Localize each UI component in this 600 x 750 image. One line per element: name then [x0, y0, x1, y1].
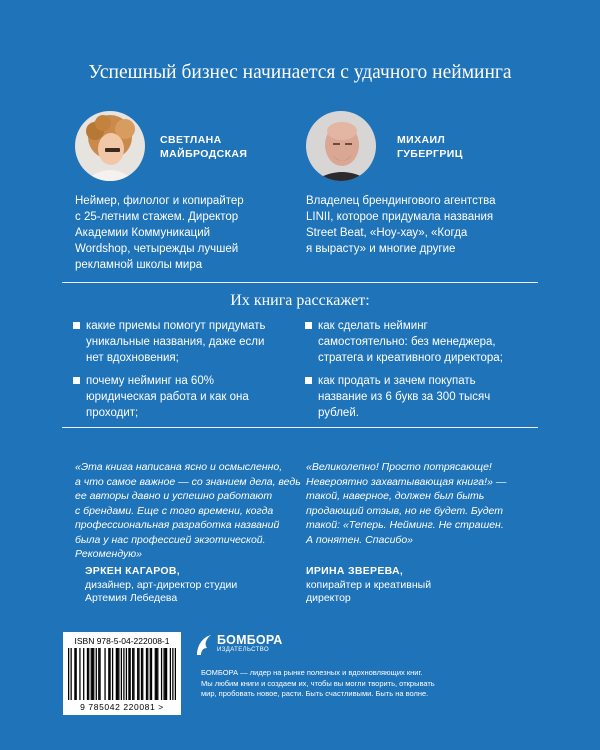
barcode-digits: 9 785042 220081 > [80, 702, 164, 712]
author-photo-svetlana [75, 111, 145, 181]
review-author-role-kagarov: дизайнер, арт-директор студии Артемия Лебедева [85, 579, 238, 604]
bullet-item: как продать и зачем покупать название из 6 букв за 300 тысяч рублей. [318, 373, 490, 421]
review-quote-zvereva: «Великолепно! Просто потрясающе! Невероятно захватывающая книга!» — такой, наверное, должен был быть продающий отзыв, но не будет. Будет такой: «Теперь. Нейминг. Не страшен. А понятен. Спасибо» [306, 461, 507, 546]
review-quote-kagarov: «Эта книга написана ясно и осмысленно, а что самое важное — со знанием дела, ведь ее авторы давно и успешно работают с брендами. Еще с того времени, когда профессиональная разработка названий была у нас профессией экзотической. Рекомендую» [75, 461, 301, 560]
author-bio-svetlana: Неймер, филолог и копирайтер с 25-летним стажем. Директор Академии Коммуникаций Wordshop, четырежды лучшей рекламной школы мира [75, 195, 244, 271]
review-author-zvereva: ИРИНА ЗВЕРЕВА, [306, 565, 404, 577]
bullet-item: какие приемы помогут придумать уникальные названия, даже если нет вдохновения; [86, 318, 266, 366]
review-author-role-zvereva: копирайтер и креативный директор [306, 579, 432, 604]
bullet-square-icon [305, 322, 312, 329]
author-name-mikhail: МИХАИЛ ГУБЕРГРИЦ [397, 134, 463, 160]
bullet-square-icon [73, 377, 80, 384]
divider-middle [62, 427, 538, 428]
review-author-kagarov: ЭРКЕН КАГАРОВ, [85, 565, 180, 577]
section-title: Их книга расскажет: [230, 292, 370, 309]
bullet-item: почему нейминг на 60% юридическая работа и как она проходит; [86, 373, 249, 421]
author-bio-mikhail: Владелец брендингового агентства LINII, которое придумала названия Street Beat, «Ноу-хау», «Когда я вырасту» и многие другие [306, 195, 496, 255]
publisher-description: БОМБОРА — лидер на рынке полезных и вдохновляющих книг. Мы любим книги и создаем их, чтобы вы могли творить, открывать мир, пробовать новое, расти. Быть счастливыми. Быть на волне. [201, 668, 435, 698]
barcode-box [63, 632, 181, 715]
bullet-square-icon [73, 322, 80, 329]
wave-logo-icon [195, 633, 213, 657]
author-name-svetlana: СВЕТЛАНА МАЙБРОДСКАЯ [160, 134, 248, 160]
bullet-item: как сделать нейминг самостоятельно: без менеджера, стратега и креативного директора; [318, 318, 503, 366]
bullet-square-icon [305, 377, 312, 384]
publisher-subtitle: ИЗДАТЕЛЬСТВО [217, 647, 270, 653]
divider-top [62, 282, 538, 283]
barcode-icon [68, 648, 176, 700]
headline: Успешный бизнес начинается с удачного нейминга [88, 62, 512, 83]
author-photo-mikhail [306, 111, 376, 181]
isbn-number: ISBN 978-5-04-222008-1 [74, 636, 170, 646]
publisher-name: БОМБОРА [217, 633, 283, 647]
